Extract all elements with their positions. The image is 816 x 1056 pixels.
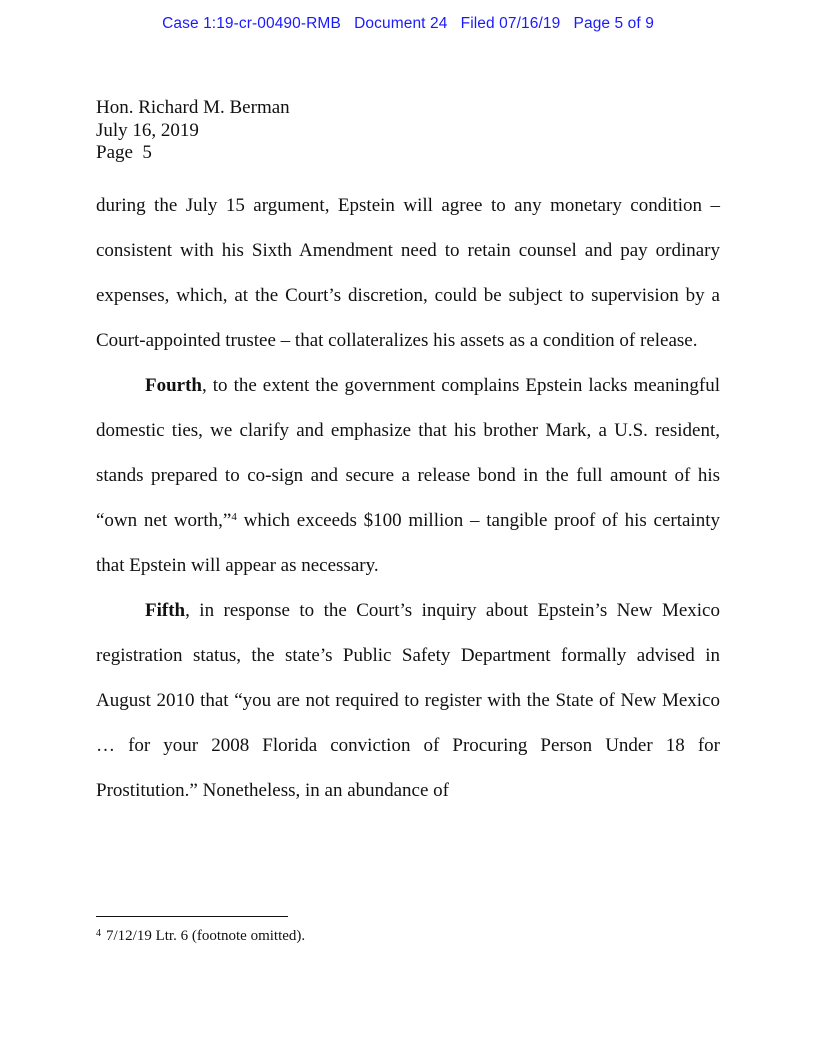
paragraph-text: which exceeds $100 million – tangible proof of his certainty that Epstein will appear as necessary. bbox=[96, 510, 720, 576]
case-number: Case 1:19-cr-00490-RMB bbox=[162, 15, 341, 32]
document-number: Document 24 bbox=[354, 15, 448, 32]
paragraph-fourth bbox=[96, 363, 720, 588]
paragraph-fifth bbox=[96, 588, 720, 813]
footnote-text: 7/12/19 Ltr. 6 (footnote omitted). bbox=[106, 928, 306, 944]
letter-page-label: Page 5 bbox=[96, 142, 152, 163]
recipient: Hon. Richard M. Berman bbox=[96, 97, 290, 118]
page-count: Page 5 of 9 bbox=[573, 15, 654, 32]
letter-date: July 16, 2019 bbox=[96, 119, 199, 141]
paragraph-lead-fourth: Fourth bbox=[145, 375, 202, 396]
paragraph-continuation: during the July 15 argument, Epstein will agree to any monetary condition – consistent with his Sixth Amendment need to retain counsel and pay ordinary expenses, which, at the Court’s discretion, could be subject to supervision by a Court-appointed trustee – that collateralizes his assets as a condition of release. bbox=[96, 195, 720, 351]
ecf-filing-header bbox=[0, 15, 816, 33]
footnote-number: 4 bbox=[96, 928, 101, 939]
paragraph-lead-fifth: Fifth bbox=[145, 600, 186, 621]
letter-header bbox=[96, 97, 290, 165]
filed-date: Filed 07/16/19 bbox=[460, 15, 561, 32]
footnote-divider bbox=[96, 916, 288, 917]
paragraph-text: , to the extent the government complains Epstein lacks meaningful domestic ties, we clarify and emphasize that his brother Mark, a U.S. resident, stands prepared to co-sign and secure a release bond in the full amount of his “own net worth,” bbox=[96, 375, 720, 531]
letter-body bbox=[96, 183, 720, 813]
footnote-reference[interactable]: 4 bbox=[231, 511, 237, 523]
paragraph-text: , in response to the Court’s inquiry about Epstein’s New Mexico registration status, the state’s Public Safety Department formally advised in August 2010 that “you are not required to register with the State of New Mexico … for your 2008 Florida conviction of Procuring Person Under 18 for Prostitution.” Nonetheless, in an abundance of bbox=[96, 600, 720, 801]
footnote bbox=[96, 927, 305, 947]
